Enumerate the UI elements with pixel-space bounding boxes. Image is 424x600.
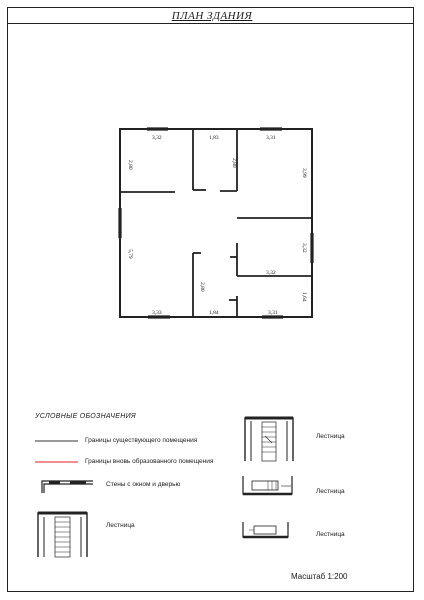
dim-middle-partition-height: 2,80 (231, 158, 237, 168)
dim-top-left-height: 2,80 (127, 160, 133, 170)
dim-right-middle-width: 3,32 (266, 270, 276, 276)
legend-label-walls: Стены с окном и дверью (106, 481, 181, 488)
dim-bottom-left-width: 3,33 (152, 310, 162, 316)
dim-bottom-corridor-height: 2,80 (199, 282, 205, 292)
outer-walls (120, 129, 312, 317)
scale-label: Масштаб 1:200 (291, 572, 348, 581)
dim-bottom-corridor-width: 1,84 (209, 310, 219, 316)
dim-left-hall-height: 5,79 (127, 249, 133, 259)
dim-top-right-height: 3,99 (301, 168, 307, 178)
legend-label-stairs-right-bottom: Лестница (316, 531, 345, 538)
legend-stairs-left (38, 513, 87, 557)
legend-stairs-right-bottom (243, 522, 288, 537)
legend-label-stairs-right-middle: Лестница (316, 488, 345, 495)
dim-top-right-width: 3,31 (266, 135, 276, 141)
legend-label-stairs-right-top: Лестница (316, 433, 345, 440)
legend-wall-symbol (42, 481, 93, 493)
legend-stairs-right-top (245, 418, 293, 461)
legend-title: УСЛОВНЫЕ ОБОЗНАЧЕНИЯ (35, 413, 136, 420)
dim-right-middle-height: 3,32 (301, 243, 307, 253)
dim-corridor-top-width: 1,83 (209, 135, 219, 141)
windows (120, 129, 312, 317)
dim-top-left-width: 3,32 (152, 135, 162, 141)
legend-label-new: Границы вновь образованного помещения (85, 458, 214, 465)
page-title: ПЛАН ЗДАНИЯ (171, 10, 253, 22)
dim-bottom-right-width: 3,31 (268, 310, 278, 316)
legend-label-stairs-left: Лестница (106, 522, 135, 529)
legend-label-existing: Границы существующего помещения (85, 437, 198, 444)
dim-bottom-right-height: 1,64 (301, 292, 307, 302)
interior-walls (120, 129, 312, 317)
legend-stairs-right-middle (243, 476, 292, 494)
